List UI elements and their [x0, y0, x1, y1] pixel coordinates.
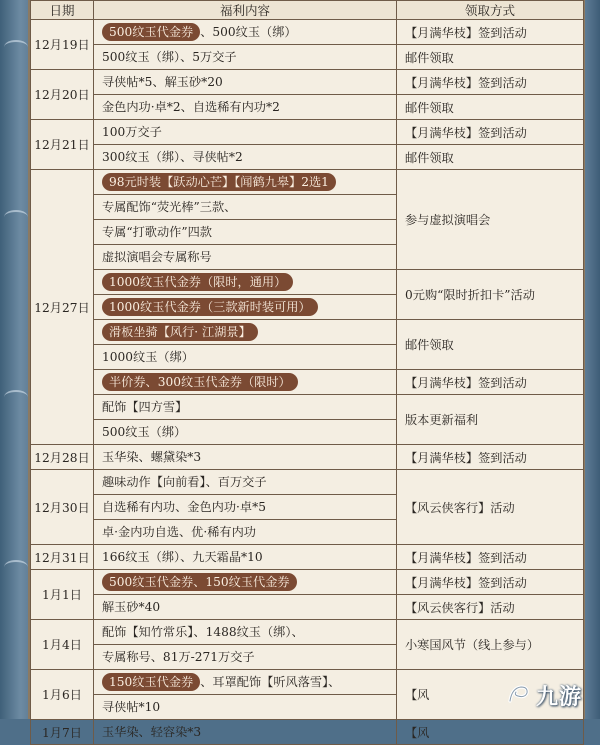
reward-line — [102, 345, 388, 369]
reward-cell — [94, 270, 397, 295]
header-row — [31, 1, 584, 20]
watermark-text: 九游 — [535, 684, 582, 710]
reward-line — [102, 545, 388, 569]
reward-line — [102, 220, 388, 244]
reward-line — [102, 520, 388, 544]
reward-cell — [94, 220, 397, 245]
date-cell: 1月6日 — [31, 670, 94, 720]
reward-cell — [94, 495, 397, 520]
reward-text: 专属“打歌动作”四款 — [102, 225, 212, 239]
reward-line — [102, 245, 388, 269]
reward-text: 专属称号、81万-271万交子 — [102, 650, 255, 664]
reward-text: 、耳罩配饰【听风落雪】、 — [200, 675, 341, 689]
reward-text: 卓·金内功自选、优·稀有内功 — [102, 525, 256, 539]
reward-text: 金色内功·卓*2、自选稀有内功*2 — [102, 100, 280, 114]
date-cell: 12月20日 — [31, 70, 94, 120]
table-row — [31, 145, 584, 170]
date-cell: 1月7日 — [31, 720, 94, 745]
reward-cell — [94, 370, 397, 395]
reward-text: 500纹玉（绑）、5万交子 — [102, 50, 237, 64]
reward-text: 1000纹玉（绑） — [102, 350, 194, 364]
reward-cell — [94, 20, 397, 45]
reward-line — [102, 670, 388, 694]
table-row — [31, 370, 584, 395]
reward-cell — [94, 520, 397, 545]
reward-cell — [94, 145, 397, 170]
highlight-pill: 150纹玉代金券 — [102, 673, 200, 691]
table-row — [31, 95, 584, 120]
table-row — [31, 395, 584, 420]
reward-cell — [94, 95, 397, 120]
reward-cell — [94, 245, 397, 270]
reward-line — [102, 695, 388, 719]
reward-line — [102, 45, 388, 69]
reward-line — [102, 645, 388, 669]
rewards-sheet — [28, 0, 585, 740]
reward-cell — [94, 620, 397, 645]
reward-cell — [94, 545, 397, 570]
reward-text: 166纹玉（绑）、九天霜晶*10 — [102, 550, 263, 564]
date-cell: 12月27日 — [31, 170, 94, 445]
reward-text: 玉华染、螺黛染*3 — [102, 450, 202, 464]
method-cell: 小寒国风节（线上参与） — [397, 620, 584, 670]
reward-line — [102, 595, 388, 619]
method-cell: 邮件领取 — [397, 95, 584, 120]
reward-cell — [94, 445, 397, 470]
method-cell: 【月满华枝】签到活动 — [397, 20, 584, 45]
wave-decoration — [4, 210, 28, 224]
highlight-pill: 98元时装【跃动心芒】【闻鹤九皋】2选1 — [102, 173, 336, 191]
table-row — [31, 620, 584, 645]
method-cell: 【月满华枝】签到活动 — [397, 445, 584, 470]
reward-line — [102, 445, 388, 469]
header-content: 福利内容 — [94, 1, 397, 20]
reward-line — [102, 620, 388, 644]
reward-line — [102, 120, 388, 144]
reward-cell — [94, 45, 397, 70]
reward-line — [102, 95, 388, 119]
reward-text: 、500纹玉（绑） — [200, 25, 297, 39]
reward-cell — [94, 170, 397, 195]
date-cell: 12月21日 — [31, 120, 94, 170]
method-cell: 【风云侠客行】活动 — [397, 470, 584, 545]
reward-cell — [94, 645, 397, 670]
reward-line — [102, 370, 388, 394]
method-cell: 版本更新福利 — [397, 395, 584, 445]
header-date: 日期 — [31, 1, 94, 20]
reward-line — [102, 495, 388, 519]
table-row — [31, 320, 584, 345]
wave-decoration — [4, 560, 28, 574]
reward-line — [102, 720, 388, 744]
method-cell: 【风云侠客行】活动 — [397, 595, 584, 620]
reward-line — [102, 470, 388, 494]
reward-text: 100万交子 — [102, 125, 162, 139]
reward-line — [102, 270, 388, 294]
method-cell: 【月满华枝】签到活动 — [397, 370, 584, 395]
highlight-pill: 500纹玉代金券、150纹玉代金券 — [102, 573, 297, 591]
swirl-logo-icon — [506, 682, 532, 708]
highlight-pill: 滑板坐骑【风行· 江湖景】 — [102, 323, 258, 341]
reward-cell — [94, 320, 397, 345]
table-row — [31, 545, 584, 570]
table-row — [31, 270, 584, 295]
reward-text: 300纹玉（绑）、寻侠帖*2 — [102, 150, 243, 164]
rewards-body — [31, 20, 584, 745]
table-row — [31, 120, 584, 145]
method-cell: 参与虚拟演唱会 — [397, 170, 584, 270]
method-cell: 【风 — [397, 670, 584, 720]
reward-text: 玉华染、轻容染*3 — [102, 725, 202, 739]
table-row — [31, 720, 584, 745]
method-cell: 邮件领取 — [397, 45, 584, 70]
reward-line — [102, 195, 388, 219]
method-cell: 【月满华枝】签到活动 — [397, 120, 584, 145]
method-cell: 邮件领取 — [397, 145, 584, 170]
wave-decoration — [4, 390, 28, 404]
reward-cell — [94, 195, 397, 220]
table-row — [31, 445, 584, 470]
reward-line — [102, 420, 388, 444]
reward-text: 配饰【四方雪】 — [102, 400, 188, 414]
reward-cell — [94, 695, 397, 720]
table-row — [31, 670, 584, 695]
reward-line — [102, 70, 388, 94]
table-row — [31, 470, 584, 495]
reward-text: 解玉砂*40 — [102, 600, 161, 614]
reward-line — [102, 20, 388, 44]
reward-text: 500纹玉（绑） — [102, 425, 187, 439]
rewards-table — [30, 0, 584, 745]
reward-cell — [94, 420, 397, 445]
table-row — [31, 170, 584, 195]
reward-line — [102, 570, 388, 594]
reward-cell — [94, 345, 397, 370]
reward-line — [102, 170, 388, 194]
table-row — [31, 70, 584, 95]
table-row — [31, 595, 584, 620]
table-row — [31, 45, 584, 70]
reward-cell — [94, 720, 397, 745]
table-row — [31, 20, 584, 45]
reward-line — [102, 395, 388, 419]
date-cell: 12月31日 — [31, 545, 94, 570]
reward-cell — [94, 595, 397, 620]
reward-cell — [94, 70, 397, 95]
reward-cell — [94, 395, 397, 420]
reward-text: 寻侠帖*10 — [102, 700, 161, 714]
header-method: 领取方式 — [397, 1, 584, 20]
reward-text: 配饰【知竹常乐】、1488纹玉（绑）、 — [102, 625, 304, 639]
method-cell: 0元购“限时折扣卡”活动 — [397, 270, 584, 320]
reward-cell — [94, 120, 397, 145]
highlight-pill: 1000纹玉代金券（三款新时装可用） — [102, 298, 318, 316]
highlight-pill: 500纹玉代金券 — [102, 23, 200, 41]
reward-cell — [94, 670, 397, 695]
reward-line — [102, 295, 388, 319]
reward-text: 自选稀有内功、金色内功·卓*5 — [102, 500, 266, 514]
date-cell: 1月1日 — [31, 570, 94, 620]
reward-cell — [94, 470, 397, 495]
date-cell: 12月30日 — [31, 470, 94, 545]
date-cell: 12月19日 — [31, 20, 94, 70]
reward-line — [102, 145, 388, 169]
highlight-pill: 1000纹玉代金券（限时，通用） — [102, 273, 293, 291]
reward-cell — [94, 570, 397, 595]
date-cell: 1月4日 — [31, 620, 94, 670]
highlight-pill: 半价券、300纹玉代金券（限时） — [102, 373, 298, 391]
reward-text: 虚拟演唱会专属称号 — [102, 250, 212, 264]
reward-cell — [94, 295, 397, 320]
method-cell: 【风 — [397, 720, 584, 745]
watermark — [506, 678, 582, 712]
date-cell: 12月28日 — [31, 445, 94, 470]
reward-text: 专属配饰“荧光棒”三款、 — [102, 200, 237, 214]
method-cell: 【月满华枝】签到活动 — [397, 70, 584, 95]
method-cell: 邮件领取 — [397, 320, 584, 370]
wave-decoration — [4, 40, 28, 54]
reward-text: 寻侠帖*5、解玉砂*20 — [102, 75, 223, 89]
method-cell: 【月满华枝】签到活动 — [397, 570, 584, 595]
reward-text: 趣味动作【向前看】、百万交子 — [102, 475, 267, 489]
table-row — [31, 570, 584, 595]
reward-line — [102, 320, 388, 344]
method-cell: 【月满华枝】签到活动 — [397, 545, 584, 570]
